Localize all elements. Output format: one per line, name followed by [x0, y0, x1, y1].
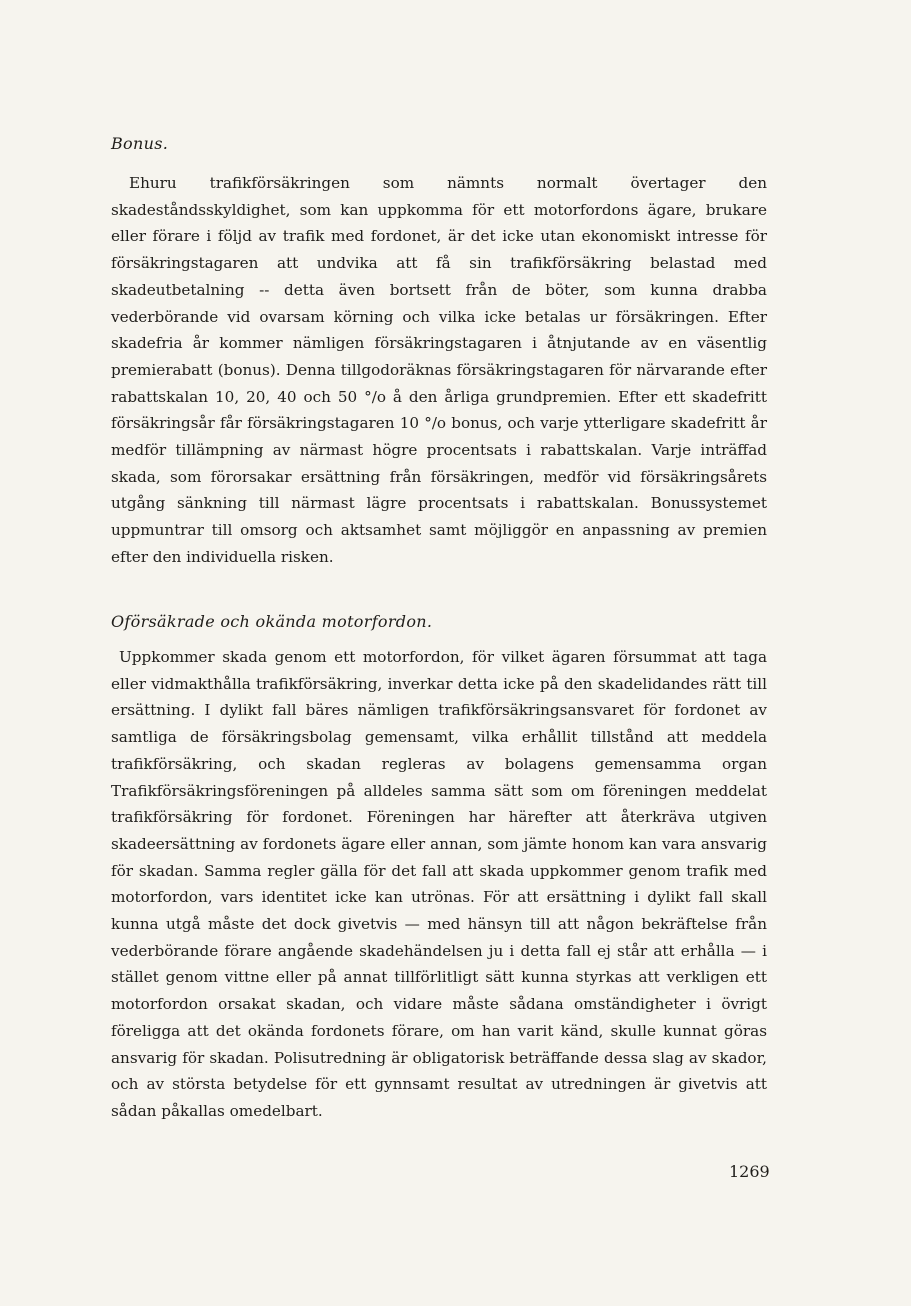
section-body-uninsured-vehicles: Uppkommer skada genom ett motorfordon, för vilket ägaren försummat att taga eller vidmakthålla trafikförsäkring, inverkar detta icke på den skadelidandes rätt till ersättning. I dylikt fall bäres nämligen trafikförsäkringsansvaret för fordonet av samtliga de försäkringsbolag gemensamt, vilka erhållit tillstånd att meddela trafikförsäkring, och skadan regleras av bolagens gemensamma organ Trafikförsäkringsföreningen på alldeles samma sätt som om föreningen meddelat trafikförsäkring för fordonet. Föreningen har härefter att återkräva utgiven skadeersättning av fordonets ägare eller annan, som jämte honom kan vara ansvarig för skadan. Samma regler gälla för det fall att skada uppkommer genom trafik med motorfordon, vars identitet icke kan utrönas. För att ersättning i dylikt fall skall kunna utgå måste det dock givetvis — med hänsyn till att någon bekräftelse från vederbörande förare angående skadehändelsen ju i detta fall ej står att erhålla — i stället genom vittne eller på annat tillförlitligt sätt kunna styrkas att verkligen ett motorfordon orsakat skadan, och vidare måste sådana omständigheter i övrigt föreligga att det okända fordonets förare, om han varit känd, skulle kunnat göras ansvarig för skadan. Polisutredning är obligatorisk beträffande dessa slag av skador, och av största betydelse för ett gynnsamt resultat av utredningen är givetvis att sådan påkallas omedelbart.: [111, 648, 767, 1120]
section-body-bonus: Ehuru trafikförsäkringen som nämnts normalt övertager den skadeståndsskyldighet, som kan uppkomma för ett motorfordons ägare, brukare eller förare i följd av trafik med fordonet, är det icke utan ekonomiskt intresse för försäkringstagaren att undvika att få sin trafikförsäkring belastad med skadeutbetalning -- detta även bortsett från de böter, som kunna drabba vederbörande vid ovarsam körning och vilka icke betalas ur försäkringen. Efter skadefria år kommer nämligen försäkringstagaren i åtnjutande av en väsentlig premierabatt (bonus). Denna tillgodoräknas försäkringstagaren för närvarande efter rabattskalan 10, 20, 40 och 50 °/o å den årliga grundpremien. Efter ett skadefritt försäkringsår får försäkringstagaren 10 °/o bonus, och varje ytterligare skadefritt år medför tillämpning av närmast högre procentsats i rabattskalan. Varje inträffad skada, som förorsakar ersättning från försäkringen, medför vid försäkringsårets utgång sänkning till närmast lägre procentsats i rabattskalan. Bonussystemet uppmuntrar till omsorg och aktsamhet samt möjliggör en anpassning av premien efter den individuella risken.: [111, 174, 767, 566]
section-heading-uninsured-vehicles: Oförsäkrade och okända motorfordon.: [111, 612, 433, 631]
section-heading-bonus: Bonus.: [111, 134, 169, 153]
page-number: 1269: [729, 1162, 770, 1181]
